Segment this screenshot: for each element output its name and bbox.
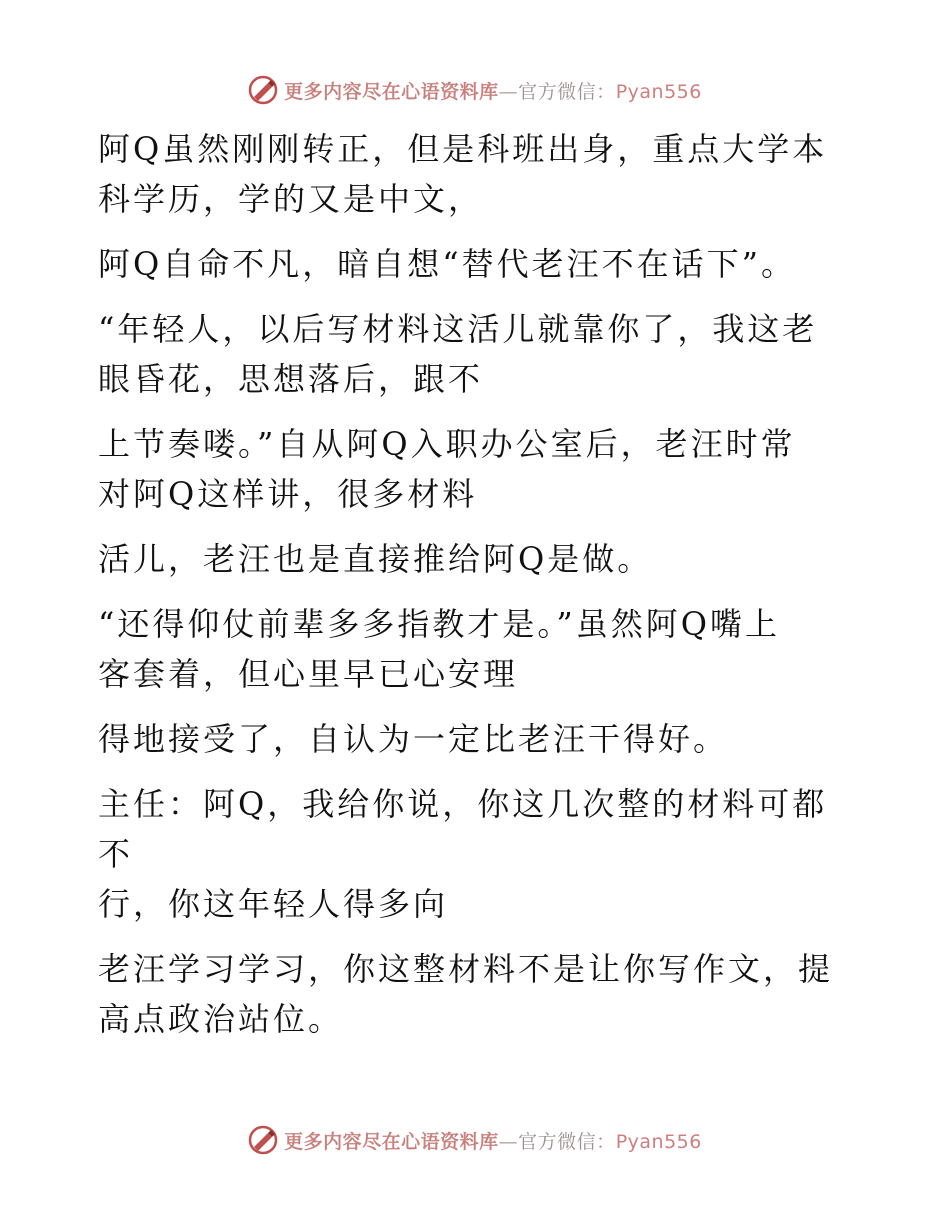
pen-logo-icon xyxy=(248,1125,278,1155)
paragraph xyxy=(98,944,858,1044)
text-line: 阿Q自命不凡，暗自想“替代老汪不在话下”。 xyxy=(98,245,796,283)
watermark-brand: 更多内容尽在心语资料库 xyxy=(284,80,499,103)
pen-logo-icon xyxy=(248,75,278,105)
paragraph xyxy=(98,419,858,519)
text-line: 主任：阿Q，我给你说，你这几次整的材料可都不 xyxy=(98,785,828,873)
text-line: 客套着，但心里早已心安理 xyxy=(98,655,519,693)
text-line: 活儿，老汪也是直接推给阿Q是做。 xyxy=(98,540,653,578)
text-line: 行，你这年轻人得多向 xyxy=(98,885,449,923)
paragraph xyxy=(98,304,858,404)
paragraph xyxy=(98,599,858,699)
watermark-text xyxy=(284,77,702,104)
watermark-dash: — xyxy=(498,1130,519,1153)
paragraph xyxy=(98,714,858,764)
paragraph xyxy=(98,779,858,929)
text-line: 阿Q虽然刚刚转正，但是科班出身，重点大学本 xyxy=(98,130,828,168)
watermark-account: Pyan556 xyxy=(615,1130,702,1153)
text-line: 得地接受了，自认为一定比老汪干得好。 xyxy=(98,720,729,758)
text-line: 高点政治站位。 xyxy=(98,1000,344,1038)
text-line: 老汪学习学习，你这整材料不是让你写作文，提 xyxy=(98,950,834,988)
document-body xyxy=(98,124,858,1059)
paragraph xyxy=(98,124,858,224)
watermark-official-label: 官方微信： xyxy=(518,80,616,103)
text-line: “年轻人，以后写材料这活儿就靠你了，我这老 xyxy=(98,310,818,348)
watermark-footer xyxy=(0,1120,950,1160)
watermark-text xyxy=(284,1127,702,1154)
watermark-dash: — xyxy=(498,80,519,103)
watermark-account: Pyan556 xyxy=(615,80,702,103)
watermark-official-label: 官方微信： xyxy=(518,1130,616,1153)
paragraph xyxy=(98,534,858,584)
text-line: 上节奏喽。”自从阿Q入职办公室后，老汪时常 xyxy=(98,425,796,463)
watermark-header xyxy=(0,70,950,110)
paragraph xyxy=(98,239,858,289)
text-line: 科学历，学的又是中文， xyxy=(98,180,484,218)
text-line: 对阿Q这样讲，很多材料 xyxy=(98,475,478,513)
text-line: 眼昏花，思想落后，跟不 xyxy=(98,360,484,398)
watermark-brand: 更多内容尽在心语资料库 xyxy=(284,1130,499,1153)
text-line: “还得仰仗前辈多多指教才是。”虽然阿Q嘴上 xyxy=(98,605,780,643)
